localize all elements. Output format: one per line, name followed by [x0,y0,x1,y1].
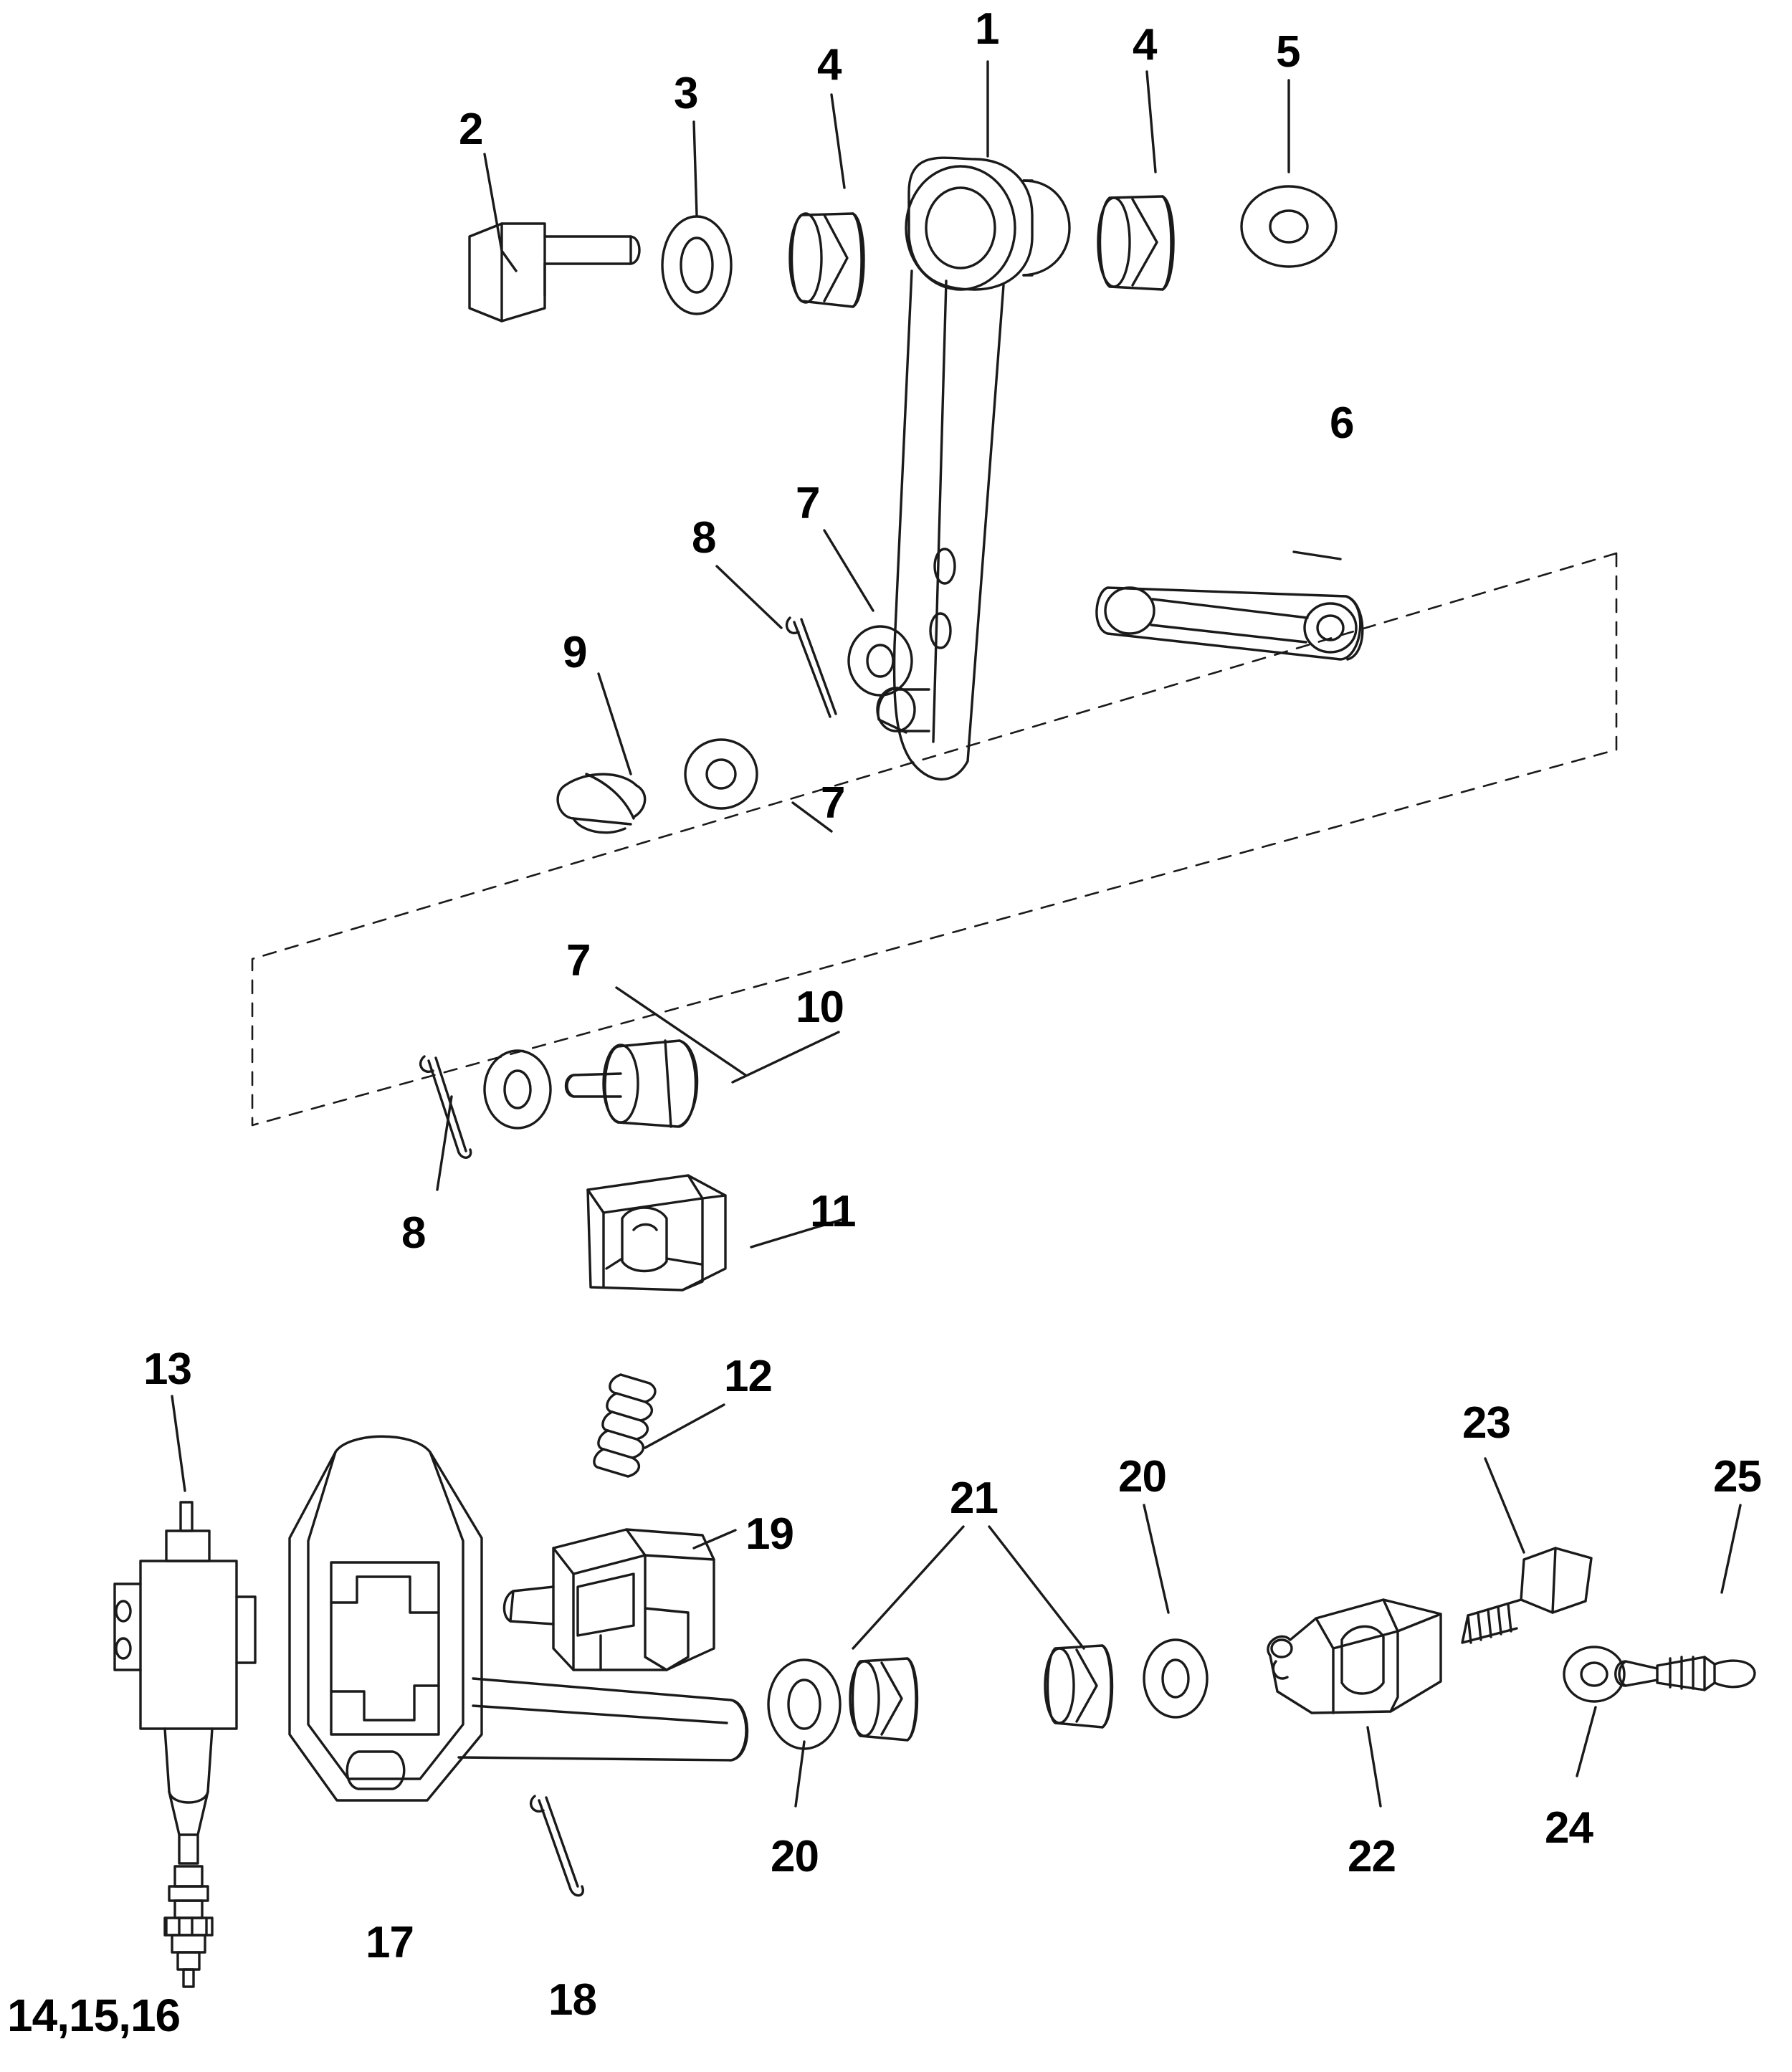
part-21-bushing-left [850,1658,918,1740]
callout-19: 19 [745,1509,793,1559]
part-25-fitting [1616,1657,1755,1690]
part-9-retaining-clip [558,774,645,833]
callout-24: 24 [1545,1803,1593,1853]
part-3-washer [662,216,731,314]
callout-6: 6 [1330,398,1354,448]
part-5-washer [1241,186,1336,267]
callout-7-upper: 7 [796,479,820,528]
part-14-15-16-terminal [165,1866,212,1987]
part-19-trunnion [504,1529,714,1670]
part-18-cotter-pin [531,1796,583,1896]
callout-23: 23 [1462,1398,1510,1448]
part-20-washer-left [768,1660,840,1749]
part-10-pivot-pin [566,1041,697,1127]
part-8-cotter-pin-upper [787,618,836,717]
callout-25: 25 [1713,1452,1761,1502]
callout-2: 2 [459,105,483,154]
part-21-bushing-right [1045,1646,1112,1727]
callout-7-third: 7 [566,936,591,985]
callout-1: 1 [975,4,999,54]
part-2-bolt [470,224,639,321]
callout-17: 17 [366,1918,414,1967]
part-13-shift-switch [115,1502,255,1863]
callout-12: 12 [724,1352,772,1401]
callout-10: 10 [796,983,844,1032]
part-6-link [1097,552,1363,659]
callout-20-lower: 20 [771,1832,819,1881]
part-11-anchor-block [588,1175,725,1290]
callout-7-second: 7 [821,778,845,828]
part-4-bushing-right [1098,196,1173,290]
callout-9: 9 [563,628,587,677]
part-22-connector-block [1268,1600,1441,1713]
part-12-spring [594,1375,655,1476]
part-1-lever-arm [877,158,1069,779]
part-7-washer-second [685,740,757,808]
callout-8-upper: 8 [692,513,716,563]
callout-18: 18 [548,1975,596,2025]
callout-3: 3 [674,69,698,118]
part-7-washer-upper [849,626,912,695]
callout-13: 13 [143,1345,191,1394]
part-20-washer-right [1144,1640,1207,1717]
callout-14-15-16: 14,15,16 [7,1990,181,2041]
callout-20-upper: 20 [1118,1452,1166,1502]
callout-5: 5 [1276,27,1300,77]
callout-4-left: 4 [817,40,842,90]
part-7-washer-enlarged [485,1051,551,1128]
callout-4-right: 4 [1133,20,1157,70]
part-4-bushing-left [790,214,864,307]
callout-21: 21 [950,1474,998,1523]
callout-11: 11 [810,1187,856,1236]
callout-8-lower: 8 [401,1208,426,1258]
callout-22: 22 [1348,1832,1396,1881]
part-17-shift-bracket [290,1436,748,1800]
part-23-bolt [1462,1548,1591,1643]
